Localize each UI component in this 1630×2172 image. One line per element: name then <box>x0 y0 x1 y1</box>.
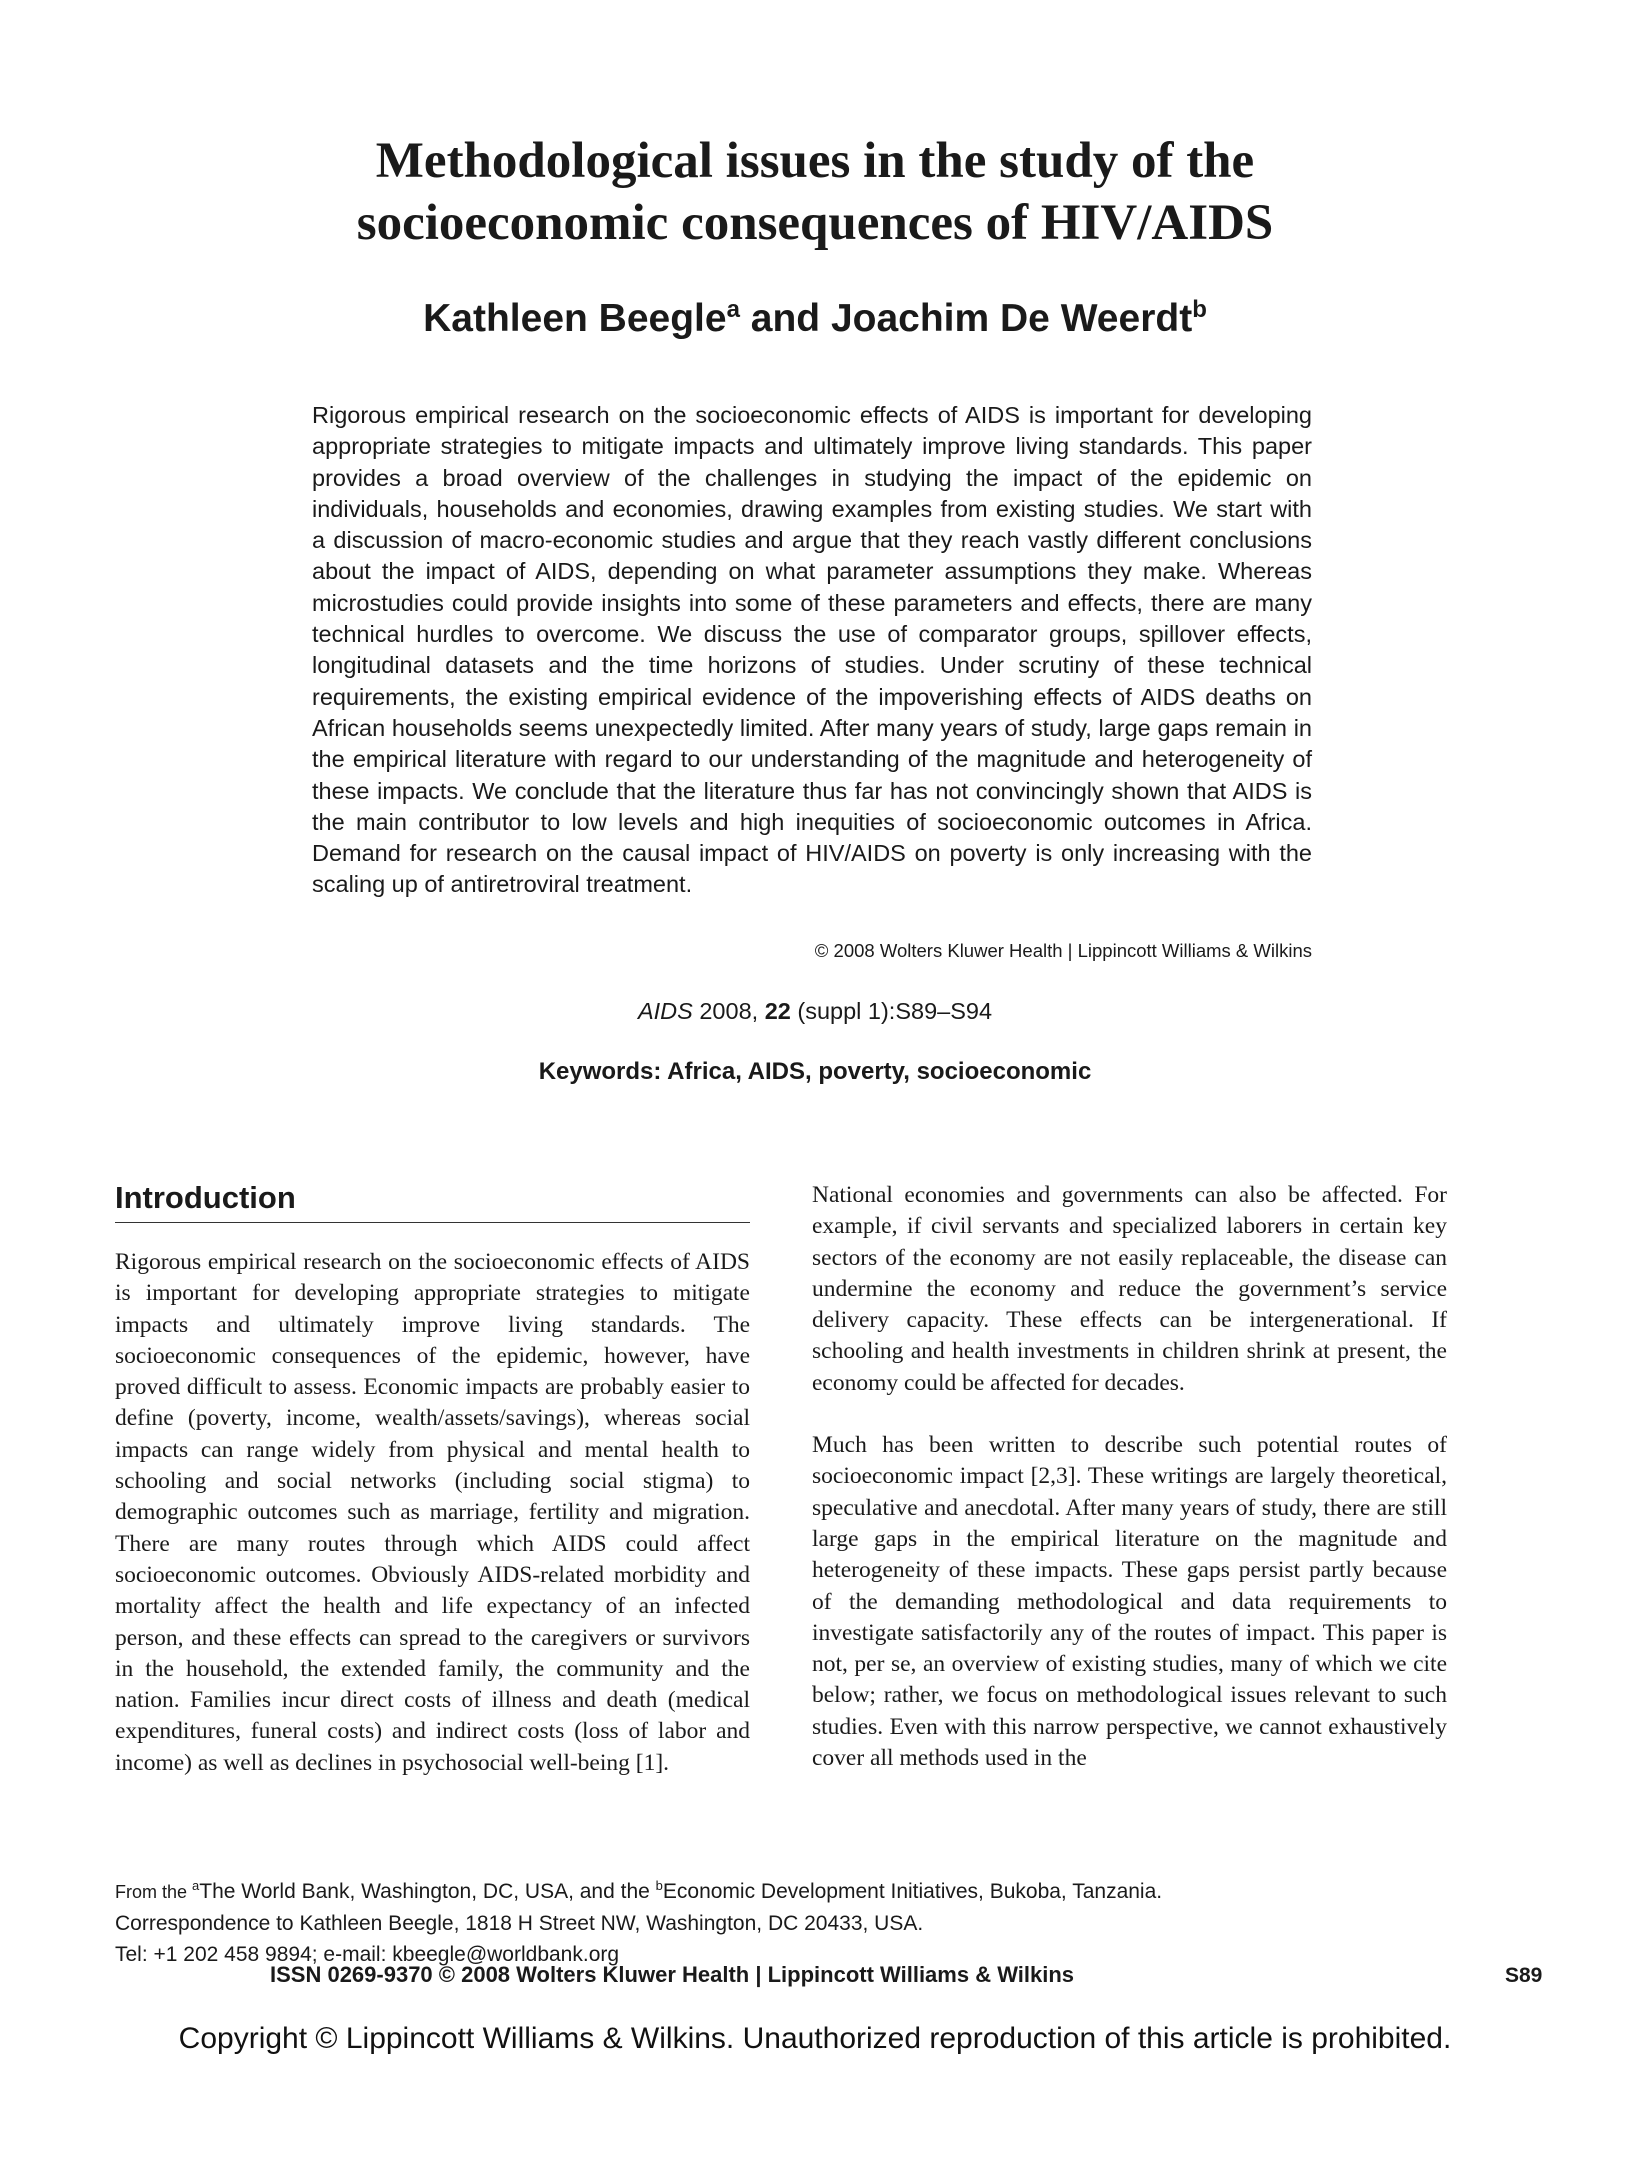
left-column <box>115 1180 750 1779</box>
affiliation-mark-b: b <box>655 1878 663 1893</box>
keywords: Keywords: Africa, AIDS, poverty, socioeconomic <box>538 1058 1092 1085</box>
copyright-notice: Copyright © Lippincott Williams & Wilkins. Unauthorized reproduction of this article is prohibited. <box>178 2022 1452 2055</box>
abstract: Rigorous empirical research on the socioeconomic effects of AIDS is important for developing appropriate strategies to mitigate impacts and ultimately improve living standards. This paper provides a broad overview of the challenges in studying the impact of the epidemic on individuals, households and economies, drawing examples from existing studies. We start with a discussion of macro-economic studies and argue that they reach vastly different conclusions about the impact of AIDS, depending on what parameter assumptions they make. Whereas microstudies could provide insights into some of these parameters and effects, there are many technical hurdles to overcome. We discuss the use of comparator groups, spillover effects, longitudinal datasets and the time horizons of studies. Under scrutiny of these technical requirements, the existing empirical evidence of the impoverishing effects of AIDS deaths on African households seems unexpectedly limited. After many years of study, large gaps remain in the empirical literature with regard to our understanding of the magnitude and heterogeneity of these impacts. We conclude that the literature thus far has not convincingly shown that AIDS is the main contributor to low levels and high inequities of socioeconomic outcomes in Africa. Demand for research on the causal impact of HIV/AIDS on poverty is only increasing with the scaling up of antiretroviral treatment. <box>312 402 1312 898</box>
affiliation-from: From the <box>115 1882 193 1902</box>
author-1: Kathleen Beegle <box>423 297 727 340</box>
citation-pages: (suppl 1):S89–S94 <box>790 998 993 1024</box>
affiliation-org-b: Economic Development Initiatives, Bukoba, Tanzania. <box>662 1880 1163 1903</box>
journal-citation <box>0 998 1630 1025</box>
affiliation-line <box>115 1870 1445 1908</box>
title-line-2: socioeconomic consequences of HIV/AIDS <box>356 195 1274 251</box>
citation-year: 2008, <box>692 998 765 1024</box>
correspondence-line: Correspondence to Kathleen Beegle, 1818 H Street NW, Washington, DC 20433, USA. <box>115 1912 924 1935</box>
author-2: Joachim De Weerdt <box>830 297 1193 340</box>
affiliation-org-a: The World Bank, Washington, DC, USA, and the <box>199 1880 656 1903</box>
footer-issn: ISSN 0269-9370 © 2008 Wolters Kluwer Health | Lippincott Williams & Wilkins <box>270 1962 1075 1987</box>
author-conjunction: and <box>739 297 831 340</box>
intro-paragraph-3: Much has been written to describe such potential routes of socioeconomic impact [2,3]. These writings are largely theoretical, speculative and anecdotal. After many years of study, there are still large gaps in the empirical literature on the magnitude and heterogeneity of these impacts. These gaps persist partly because of the demanding methodological and data requirements to investigate satisfactorily any of the routes of impact. This paper is not, per se, an overview of existing studies, many of which we cite below; rather, we focus on methodological issues relevant to such studies. Even with this narrow perspective, we cannot exhaustively cover all methods used in the <box>812 1432 1447 1772</box>
contact-line: Tel: +1 202 458 9894; e-mail: kbeegle@worldbank.org <box>115 1943 620 1966</box>
page-number: S89 <box>1505 1964 1543 1987</box>
journal-name: AIDS <box>637 998 693 1024</box>
title-line-1: Methodological issues in the study of the <box>375 133 1255 189</box>
citation-volume: 22 <box>764 998 791 1024</box>
author-2-affiliation-mark: b <box>1192 296 1207 323</box>
affiliation-footnote <box>115 1870 1445 1970</box>
abstract-copyright: © 2008 Wolters Kluwer Health | Lippincott Williams & Wilkins <box>814 940 1312 961</box>
author-list <box>150 296 1480 341</box>
author-1-affiliation-mark: a <box>726 296 740 323</box>
article-title <box>150 130 1480 254</box>
intro-paragraph-1: Rigorous empirical research on the socioeconomic effects of AIDS is important for developing appropriate strategies to mitigate impacts and ultimately improve living standards. The socioeconomic consequences of the epidemic, however, have proved difficult to assess. Economic impacts are probably easier to define (poverty, income, wealth/assets/savings), whereas social impacts can range widely from physical and mental health to schooling and social networks (including social stigma) to demographic outcomes such as marriage, fertility and migration. There are many routes through which AIDS could affect socioeconomic outcomes. Obviously AIDS-related morbidity and mortality affect the health and life expectancy of an infected person, and these effects can spread to the caregivers or survivors in the household, the extended family, the community and the nation. Families incur direct costs of illness and death (medical expenditures, funeral costs) and indirect costs (loss of labor and income) as well as declines in psychosocial well-being [1]. <box>115 1249 750 1776</box>
affiliation-mark-a: a <box>192 1878 200 1893</box>
intro-paragraph-2: National economies and governments can also be affected. For example, if civil servants and specialized laborers in certain key sectors of the economy are not easily replaceable, the disease can undermine the economy and reduce the government’s service delivery capacity. These effects can be intergenerational. If schooling and health investments in children shrink at present, the economy could be affected for decades. <box>812 1182 1447 1396</box>
section-heading-introduction: Introduction <box>115 1180 750 1223</box>
right-column <box>812 1180 1447 1774</box>
